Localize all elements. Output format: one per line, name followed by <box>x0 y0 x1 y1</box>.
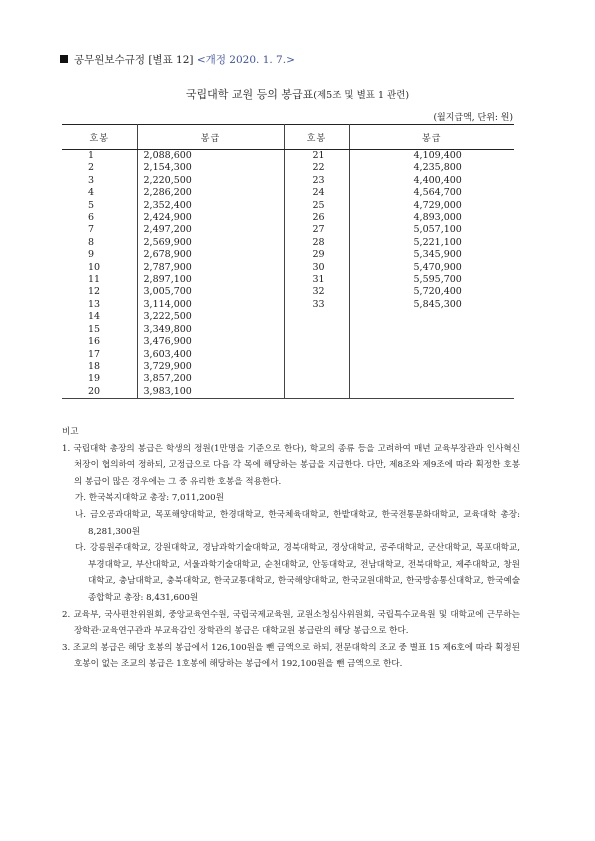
salary-cell: 2,897,100 <box>137 274 284 286</box>
step-cell: 2 <box>62 162 137 174</box>
step-cell: 32 <box>284 286 349 298</box>
salary-table <box>62 124 514 399</box>
step-cell <box>284 373 349 385</box>
salary-cell: 3,603,400 <box>137 349 284 361</box>
step-cell: 18 <box>62 361 137 373</box>
salary-cell: 2,497,200 <box>137 224 284 236</box>
step-cell: 30 <box>284 262 349 274</box>
salary-cell <box>349 373 514 385</box>
salary-cell: 2,352,400 <box>137 200 284 212</box>
note-3: 3. 조교의 봉급은 해당 호봉의 봉급에서 126,100원을 뺀 금액으로 하되, 전문대학의 조교 중 별표 15 제6호에 따라 획정된 호봉이 없는 조교의 봉급은 1호봉에 해당하는 봉급에서 192,100원을 뺀 금액으로 한다. <box>62 642 520 670</box>
step-cell: 19 <box>62 373 137 385</box>
salary-cell: 2,286,200 <box>137 187 284 199</box>
salary-cell: 3,983,100 <box>137 386 284 399</box>
salary-cell: 2,424,900 <box>137 212 284 224</box>
step-cell: 12 <box>62 286 137 298</box>
step-cell: 21 <box>284 150 349 163</box>
black-square-icon <box>60 55 68 63</box>
step-cell: 15 <box>62 324 137 336</box>
step-cell: 8 <box>62 237 137 249</box>
step-cell <box>284 349 349 361</box>
column-header: 봉급 <box>137 125 284 150</box>
salary-cell: 4,235,800 <box>349 162 514 174</box>
salary-cell <box>349 349 514 361</box>
column-header: 호봉 <box>284 125 349 150</box>
table-row <box>62 299 514 311</box>
table-row <box>62 150 514 163</box>
revision-note: <개정 2020. 1. 7.> <box>196 54 295 66</box>
step-cell: 22 <box>284 162 349 174</box>
table-title <box>0 86 595 102</box>
table-row <box>62 262 514 274</box>
table-row <box>62 237 514 249</box>
step-cell: 5 <box>62 200 137 212</box>
step-cell <box>284 361 349 373</box>
step-cell: 10 <box>62 262 137 274</box>
note-1: 1. 국립대학 총장의 봉급은 학생의 정원(1만명을 기준으로 한다), 학교의 종류 등을 고려하여 매년 교육부장관과 인사혁신처장이 협의하여 정하되, 고정급으로 다음 각 목에 해당하는 봉급을 지급한다. 다만, 제8조와 제9조에 따라 획정한 호봉의 봉급이 많은 경우에는 그 중 유리한 호봉을 적용한다. <box>62 443 520 487</box>
salary-cell: 5,221,100 <box>349 237 514 249</box>
salary-cell: 5,595,700 <box>349 274 514 286</box>
step-cell: 16 <box>62 336 137 348</box>
salary-cell: 3,729,900 <box>137 361 284 373</box>
salary-cell: 3,114,000 <box>137 299 284 311</box>
step-cell: 33 <box>284 299 349 311</box>
notes-heading: 비고 <box>62 427 79 437</box>
salary-cell: 3,476,900 <box>137 336 284 348</box>
table-title-main: 국립대학 교원 등의 봉급표 <box>185 88 314 101</box>
salary-cell <box>349 311 514 323</box>
salary-cell: 5,845,300 <box>349 299 514 311</box>
step-cell: 28 <box>284 237 349 249</box>
step-cell: 25 <box>284 200 349 212</box>
salary-cell: 2,569,900 <box>137 237 284 249</box>
salary-cell: 2,154,300 <box>137 162 284 174</box>
table-row <box>62 162 514 174</box>
table-row <box>62 212 514 224</box>
step-cell: 23 <box>284 175 349 187</box>
step-cell: 17 <box>62 349 137 361</box>
column-header: 호봉 <box>62 125 137 150</box>
table-title-sub: (제5조 및 별표 1 관련) <box>313 90 410 101</box>
table-row <box>62 324 514 336</box>
step-cell: 20 <box>62 386 137 399</box>
step-cell <box>284 324 349 336</box>
table-row <box>62 361 514 373</box>
step-cell: 27 <box>284 224 349 236</box>
salary-cell: 5,345,900 <box>349 249 514 261</box>
step-cell: 31 <box>284 274 349 286</box>
note-2: 2. 교육부, 국사편찬위원회, 중앙교육연수원, 국립국제교육원, 교원소청심사위원회, 국립특수교육원 및 대학교에 근무하는 장학관·교육연구관과 부교육감인 장학관의 봉급은 대학교원 봉급란의 해당 봉급으로 한다. <box>62 609 520 637</box>
table-row <box>62 349 514 361</box>
regulation-name: 공무원보수규정 [별표 12] <box>74 54 194 66</box>
salary-cell <box>349 336 514 348</box>
salary-table-body <box>62 150 514 399</box>
table-row <box>62 187 514 199</box>
table-header-row <box>62 125 514 150</box>
table-row <box>62 249 514 261</box>
regulation-header <box>60 52 295 67</box>
step-cell: 13 <box>62 299 137 311</box>
salary-cell <box>349 361 514 373</box>
salary-cell: 4,109,400 <box>349 150 514 163</box>
salary-cell: 2,220,500 <box>137 175 284 187</box>
salary-cell: 4,564,700 <box>349 187 514 199</box>
salary-cell: 5,057,100 <box>349 224 514 236</box>
table-row <box>62 311 514 323</box>
salary-cell <box>349 386 514 399</box>
step-cell: 7 <box>62 224 137 236</box>
step-cell <box>284 311 349 323</box>
salary-cell: 3,349,800 <box>137 324 284 336</box>
salary-cell: 3,857,200 <box>137 373 284 385</box>
salary-cell: 2,088,600 <box>137 150 284 163</box>
table-row <box>62 175 514 187</box>
table-row <box>62 200 514 212</box>
salary-cell: 3,005,700 <box>137 286 284 298</box>
table-row <box>62 373 514 385</box>
salary-cell <box>349 324 514 336</box>
table-row <box>62 224 514 236</box>
step-cell <box>284 336 349 348</box>
step-cell: 29 <box>284 249 349 261</box>
salary-cell: 4,400,400 <box>349 175 514 187</box>
column-header: 봉급 <box>349 125 514 150</box>
table-row <box>62 336 514 348</box>
salary-cell: 4,893,000 <box>349 212 514 224</box>
salary-cell: 5,720,400 <box>349 286 514 298</box>
step-cell: 6 <box>62 212 137 224</box>
salary-cell: 2,678,900 <box>137 249 284 261</box>
step-cell: 3 <box>62 175 137 187</box>
unit-note: (월지급액, 단위: 원) <box>433 113 513 123</box>
table-row <box>62 386 514 399</box>
note-1-item-a: 가. 한국복지대학교 총장: 7,011,200원 <box>75 493 224 504</box>
table-row <box>62 274 514 286</box>
notes-section <box>62 424 520 673</box>
step-cell: 24 <box>284 187 349 199</box>
step-cell: 26 <box>284 212 349 224</box>
salary-cell: 4,729,000 <box>349 200 514 212</box>
table-row <box>62 286 514 298</box>
salary-cell: 5,470,900 <box>349 262 514 274</box>
step-cell: 1 <box>62 150 137 163</box>
note-1-item-b: 나. 금오공과대학교, 목포해양대학교, 한경대학교, 한국체육대학교, 한밭대학교, 한국전통문화대학교, 교육대학 총장: 8,281,300원 <box>75 509 520 537</box>
salary-cell: 2,787,900 <box>137 262 284 274</box>
step-cell: 9 <box>62 249 137 261</box>
step-cell: 14 <box>62 311 137 323</box>
step-cell: 11 <box>62 274 137 286</box>
note-1-item-c: 다. 강릉원주대학교, 강원대학교, 경남과학기술대학교, 경북대학교, 경상대학교, 공주대학교, 군산대학교, 목포대학교, 부경대학교, 부산대학교, 서울과학기술대학교, 순천대학교, 안동대학교, 전남대학교, 전북대학교, 제주대학교, 창원대학교, 충남대학교, 충북대학교, 한국교통대학교, 한국해양대학교, 한국교원대학교, 한국방송통신대학교, 한국예술종합학교 총장: 8,431,600원 <box>75 543 520 603</box>
salary-cell: 3,222,500 <box>137 311 284 323</box>
step-cell <box>284 386 349 399</box>
step-cell: 4 <box>62 187 137 199</box>
